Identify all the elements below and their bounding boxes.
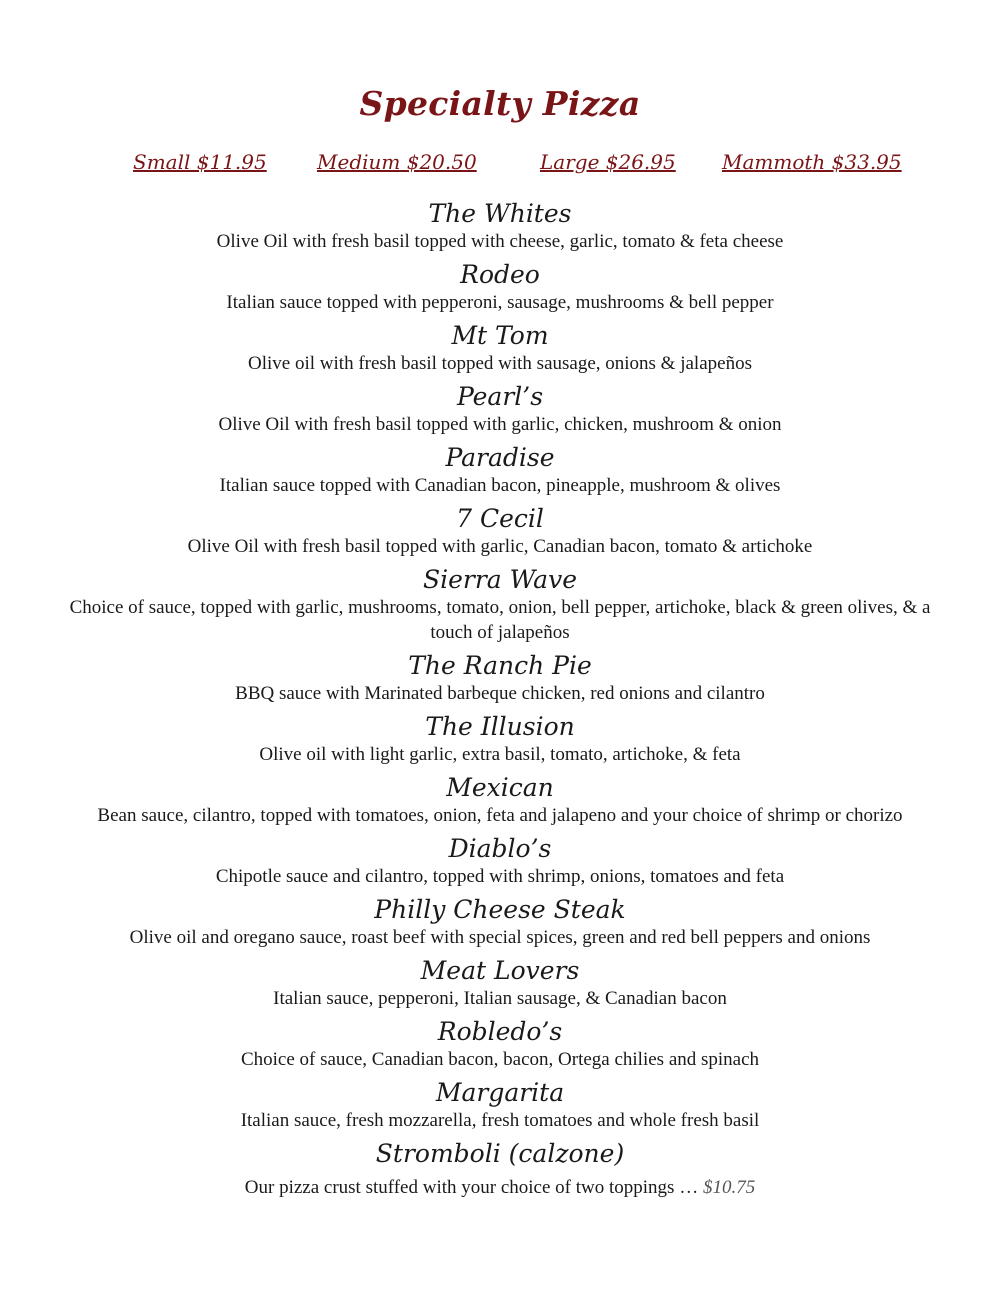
- pizza-name: 7 Cecil: [456, 504, 544, 533]
- pizza-description: Olive oil with fresh basil topped with sausage, onions & jalapeños: [248, 353, 752, 374]
- pizza-description: BBQ sauce with Marinated barbeque chicken, red onions and cilantro: [235, 683, 765, 704]
- size-price-row: [0, 150, 1000, 182]
- stromboli-description: Our pizza crust stuffed with your choice of two toppings …: [244, 1177, 703, 1198]
- pizza-description: Italian sauce, fresh mozzarella, fresh tomatoes and whole fresh basil: [240, 1110, 760, 1131]
- pizza-name: Robledo’s: [437, 1017, 563, 1046]
- pizza-name: Meat Lovers: [420, 956, 580, 985]
- pizza-description: Olive oil and oregano sauce, roast beef with special spices, green and red bell peppers and onions: [129, 927, 871, 948]
- pizza-name: Sierra Wave: [422, 565, 578, 594]
- pizza-name: Mt Tom: [451, 321, 549, 350]
- pizza-item: [0, 1017, 1000, 1072]
- pizza-item: [0, 773, 1000, 828]
- pizza-item: [0, 504, 1000, 559]
- pizza-description: Bean sauce, cilantro, topped with tomatoes, onion, feta and jalapeno and your choice of shrimp or chorizo: [97, 805, 903, 826]
- pizza-description: Choice of sauce, Canadian bacon, bacon, Ortega chilies and spinach: [240, 1049, 760, 1070]
- pizza-name: The Whites: [428, 199, 572, 228]
- pizza-description: Olive Oil with fresh basil topped with cheese, garlic, tomato & feta cheese: [216, 231, 784, 252]
- pizza-item: [0, 956, 1000, 1011]
- pizza-name: Philly Cheese Steak: [374, 895, 626, 924]
- size-price-small: Small $11.95: [133, 150, 267, 174]
- pizza-item: [0, 321, 1000, 376]
- pizza-item: [0, 443, 1000, 498]
- pizza-item: [0, 712, 1000, 767]
- pizza-item: [0, 199, 1000, 254]
- pizza-name: Pearl’s: [456, 382, 544, 411]
- pizza-description: Chipotle sauce and cilantro, topped with shrimp, onions, tomatoes and feta: [215, 866, 785, 887]
- pizza-item: [0, 382, 1000, 437]
- pizza-item: [0, 565, 1000, 645]
- stromboli-price: $10.75: [702, 1177, 756, 1198]
- pizza-list: [0, 199, 1000, 1206]
- pizza-description: Italian sauce, pepperoni, Italian sausage, & Canadian bacon: [273, 988, 727, 1009]
- stromboli-name: Stromboli (calzone): [375, 1139, 625, 1168]
- pizza-description: Olive Oil with fresh basil topped with garlic, Canadian bacon, tomato & artichoke: [187, 536, 813, 557]
- pizza-name: Paradise: [445, 443, 555, 472]
- pizza-description: Olive oil with light garlic, extra basil, tomato, artichoke, & feta: [259, 744, 741, 765]
- pizza-description: Italian sauce topped with pepperoni, sausage, mushrooms & bell pepper: [226, 292, 774, 313]
- size-price-large: Large $26.95: [540, 150, 676, 174]
- pizza-item: [0, 260, 1000, 315]
- size-price-medium: Medium $20.50: [317, 150, 477, 174]
- pizza-name: The Illusion: [425, 712, 575, 741]
- stromboli-item: [0, 1139, 1000, 1200]
- pizza-description: Choice of sauce, topped with garlic, mushrooms, tomato, onion, bell pepper, artichoke, black & green olives, & a touch of jalapeños: [69, 597, 931, 643]
- page-title: Specialty Pizza: [359, 84, 641, 123]
- pizza-name: The Ranch Pie: [408, 651, 592, 680]
- size-price-mammoth: Mammoth $33.95: [722, 150, 902, 174]
- stromboli-description-line: [0, 1175, 1000, 1200]
- pizza-description: Italian sauce topped with Canadian bacon, pineapple, mushroom & olives: [219, 475, 781, 496]
- pizza-description: Olive Oil with fresh basil topped with garlic, chicken, mushroom & onion: [218, 414, 782, 435]
- pizza-item: [0, 651, 1000, 706]
- pizza-item: [0, 895, 1000, 950]
- pizza-name: Diablo’s: [448, 834, 552, 863]
- pizza-name: Rodeo: [460, 260, 540, 289]
- pizza-item: [0, 1078, 1000, 1133]
- pizza-name: Mexican: [446, 773, 554, 802]
- pizza-name: Margarita: [435, 1078, 565, 1107]
- pizza-item: [0, 834, 1000, 889]
